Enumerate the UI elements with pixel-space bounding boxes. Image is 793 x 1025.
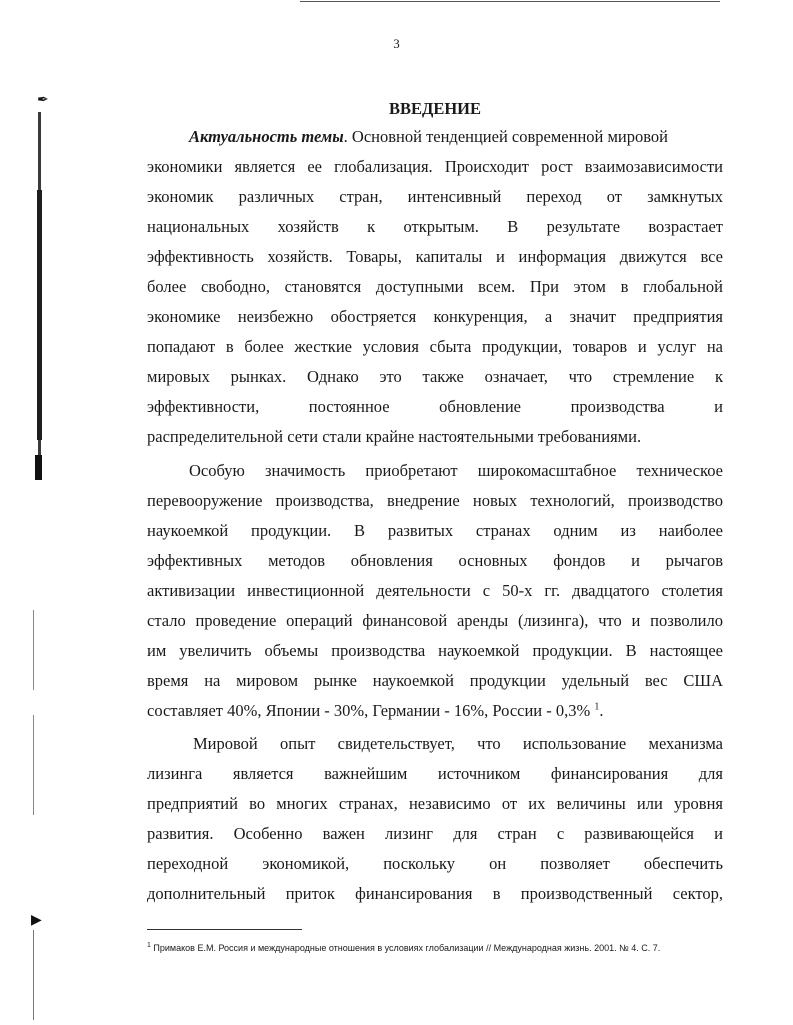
text-line: составляет 40%, Японии - 30%, Германии - 16%, России - 0,3% $^1$. <box>147 701 604 720</box>
text-line: активизации инвестиционной деятельности с 50-х гг. двадцатого столетия <box>147 581 723 600</box>
scan-mark: ✒ <box>37 92 49 108</box>
text-line: им увеличить объемы производства наукоемкой продукции. В настоящее <box>147 641 723 660</box>
text-line: время на мировом рынке наукоемкой продукции удельный вес США <box>147 671 723 690</box>
text-line: мировых рынках. Однако это также означает, что стремление к <box>147 367 723 386</box>
text-line: эффективных методов обновления основных фондов и рычагов <box>147 551 723 570</box>
text-line: предприятий во многих странах, независимо от их величины или уровня <box>147 794 723 813</box>
text-line: Особую значимость приобретают широкомасштабное техническое <box>189 461 723 480</box>
text-line: попадают в более жесткие условия сбыта продукции, товаров и услуг на <box>147 337 723 356</box>
page-number: 3 <box>393 36 400 51</box>
text-line: национальных хозяйств к открытым. В результате возрастает <box>147 217 723 236</box>
text-line: более свободно, становятся доступными всем. При этом в глобальной <box>147 277 723 296</box>
text-line: наукоемкой продукции. В развитых странах одним из наиболее <box>147 521 723 540</box>
text-line: Мировой опыт свидетельствует, что использование механизма <box>193 734 723 753</box>
text-line: перевооружение производства, внедрение новых технологий, производство <box>147 491 723 510</box>
section-heading: ВВЕДЕНИЕ <box>388 99 482 118</box>
text-line: эффективности, постоянное обновление производства и <box>147 397 723 416</box>
paragraph-relevance <box>147 122 723 452</box>
text-line: развития. Особенно важен лизинг для стран с развивающейся и <box>147 824 723 843</box>
footnote <box>147 943 660 953</box>
paragraph-significance <box>147 456 723 726</box>
text-line: эффективность хозяйств. Товары, капиталы и информация движутся все <box>147 247 723 266</box>
text-line: стало проведение операций финансовой аренды (лизинга), что и позволило <box>147 611 723 630</box>
scan-mark: ▶ <box>31 912 42 928</box>
text-line: дополнительный приток финансирования в производственный сектор, <box>147 884 723 903</box>
scan-margin-line <box>33 610 34 690</box>
scan-margin-line <box>33 930 34 1020</box>
paragraph-world-experience <box>147 729 723 909</box>
footnote-marker: 1 <box>147 942 151 949</box>
text-line: Актуальность темы. Основной тенденцией современной мировой <box>189 127 669 146</box>
footnote-reference[interactable]: 1 <box>594 701 600 713</box>
scan-margin-line <box>33 715 34 815</box>
scan-binding-artifact <box>37 190 42 440</box>
text-line: экономик различных стран, интенсивный переход от замкнутых <box>147 187 723 206</box>
term-relevance: Актуальность темы <box>189 127 344 146</box>
text-line: распределительной сети стали крайне настоятельными требованиями. <box>147 427 642 446</box>
footnote-text: Примаков Е.М. Россия и международные отношения в условиях глобализации // Международная жизнь. 2001. № 4. С. 7. <box>153 943 661 953</box>
footnote-separator <box>147 929 302 930</box>
text-line: лизинга является важнейшим источником финансирования для <box>147 764 723 783</box>
top-border-line <box>300 1 720 2</box>
scan-binding-artifact <box>35 455 42 480</box>
text-line: экономике неизбежно обостряется конкуренция, а значит предприятия <box>147 307 723 326</box>
text-line: переходной экономикой, поскольку он позволяет обеспечить <box>147 854 723 873</box>
text-line: экономики является ее глобализация. Происходит рост взаимозависимости <box>147 157 723 176</box>
